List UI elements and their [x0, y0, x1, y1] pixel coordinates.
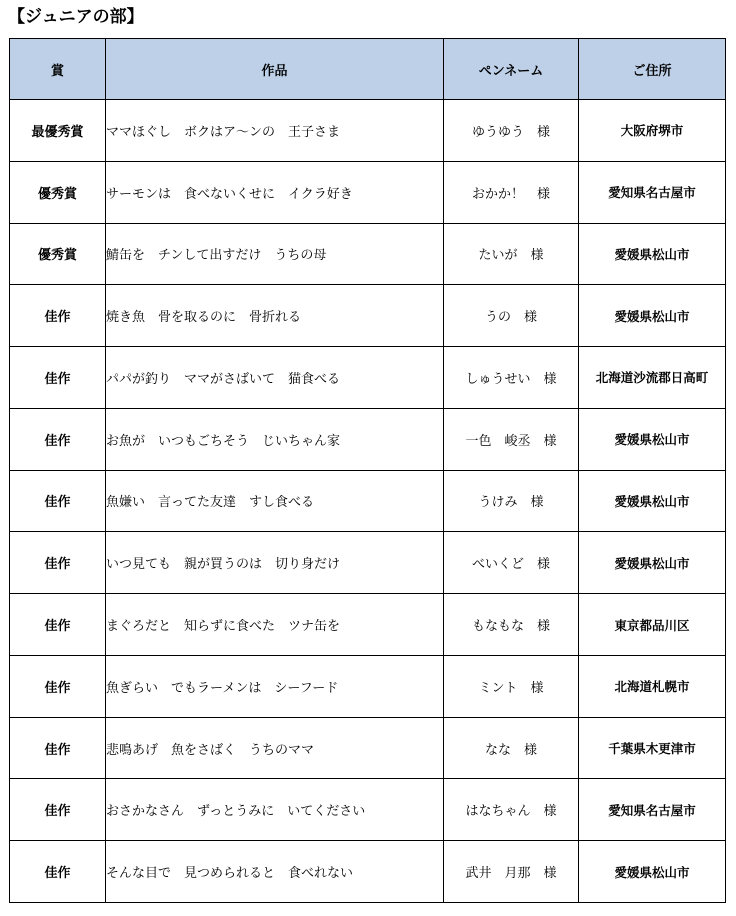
- address-cell: 北海道札幌市: [579, 655, 726, 717]
- work-cell: 魚嫌い 言ってた友達 すし食べる: [106, 470, 444, 532]
- table-row: [10, 408, 726, 470]
- work-cell: お魚が いつもごちそう じいちゃん家: [106, 408, 444, 470]
- section-title: 【ジュニアの部】: [8, 7, 144, 27]
- penname-cell: うけみ 様: [444, 470, 579, 532]
- address-cell: 愛媛県松山市: [579, 285, 726, 347]
- address-cell: 東京都品川区: [579, 594, 726, 656]
- penname-cell: ミント 様: [444, 655, 579, 717]
- work-cell: 焼き魚 骨を取るのに 骨折れる: [106, 285, 444, 347]
- work-cell: まぐろだと 知らずに食べた ツナ缶を: [106, 594, 444, 656]
- penname-cell: たいが 様: [444, 223, 579, 285]
- award-cell: 優秀賞: [10, 161, 106, 223]
- award-cell: 優秀賞: [10, 223, 106, 285]
- table-row: [10, 470, 726, 532]
- award-cell: 佳作: [10, 841, 106, 903]
- award-cell: 佳作: [10, 285, 106, 347]
- table-row: [10, 100, 726, 162]
- address-cell: 愛知県名古屋市: [579, 161, 726, 223]
- penname-cell: はなちゃん 様: [444, 779, 579, 841]
- address-cell: 大阪府堺市: [579, 100, 726, 162]
- address-cell: 愛媛県松山市: [579, 223, 726, 285]
- address-cell: 愛知県名古屋市: [579, 779, 726, 841]
- address-cell: 北海道沙流郡日高町: [579, 347, 726, 409]
- address-cell: 愛媛県松山市: [579, 532, 726, 594]
- award-cell: 最優秀賞: [10, 100, 106, 162]
- table-row: [10, 841, 726, 903]
- table-row: [10, 161, 726, 223]
- header-penname: ペンネーム: [444, 39, 579, 100]
- penname-cell: おかか！ 様: [444, 161, 579, 223]
- address-cell: 愛媛県松山市: [579, 470, 726, 532]
- work-cell: 悲鳴あげ 魚をさばく うちのママ: [106, 717, 444, 779]
- penname-cell: うの 様: [444, 285, 579, 347]
- table-row: [10, 594, 726, 656]
- table-row: [10, 532, 726, 594]
- work-cell: ママほぐし ボクはア～ンの 王子さま: [106, 100, 444, 162]
- work-cell: 魚ぎらい でもラーメンは シーフード: [106, 655, 444, 717]
- penname-cell: 一色 峻丞 様: [444, 408, 579, 470]
- work-cell: パパが釣り ママがさばいて 猫食べる: [106, 347, 444, 409]
- penname-cell: しゅうせい 様: [444, 347, 579, 409]
- header-address: ご住所: [579, 39, 726, 100]
- work-cell: サーモンは 食べないくせに イクラ好き: [106, 161, 444, 223]
- header-award: 賞: [10, 39, 106, 100]
- table-row: [10, 655, 726, 717]
- award-cell: 佳作: [10, 470, 106, 532]
- address-cell: 愛媛県松山市: [579, 408, 726, 470]
- address-cell: 千葉県木更津市: [579, 717, 726, 779]
- work-cell: 鯖缶を チンして出すだけ うちの母: [106, 223, 444, 285]
- table-row: [10, 223, 726, 285]
- award-cell: 佳作: [10, 532, 106, 594]
- penname-cell: ゆうゆう 様: [444, 100, 579, 162]
- penname-cell: もなもな 様: [444, 594, 579, 656]
- penname-cell: なな 様: [444, 717, 579, 779]
- award-cell: 佳作: [10, 408, 106, 470]
- table-header-row: [10, 39, 726, 100]
- award-cell: 佳作: [10, 717, 106, 779]
- award-cell: 佳作: [10, 655, 106, 717]
- address-cell: 愛媛県松山市: [579, 841, 726, 903]
- award-cell: 佳作: [10, 347, 106, 409]
- penname-cell: 武井 月那 様: [444, 841, 579, 903]
- table-row: [10, 717, 726, 779]
- awards-table: [9, 38, 726, 903]
- table-row: [10, 285, 726, 347]
- award-cell: 佳作: [10, 594, 106, 656]
- table-row: [10, 347, 726, 409]
- table-row: [10, 779, 726, 841]
- penname-cell: べいくど 様: [444, 532, 579, 594]
- header-work: 作品: [106, 39, 444, 100]
- work-cell: いつ見ても 親が買うのは 切り身だけ: [106, 532, 444, 594]
- work-cell: そんな目で 見つめられると 食べれない: [106, 841, 444, 903]
- table-body: [10, 100, 726, 903]
- work-cell: おさかなさん ずっとうみに いてください: [106, 779, 444, 841]
- award-cell: 佳作: [10, 779, 106, 841]
